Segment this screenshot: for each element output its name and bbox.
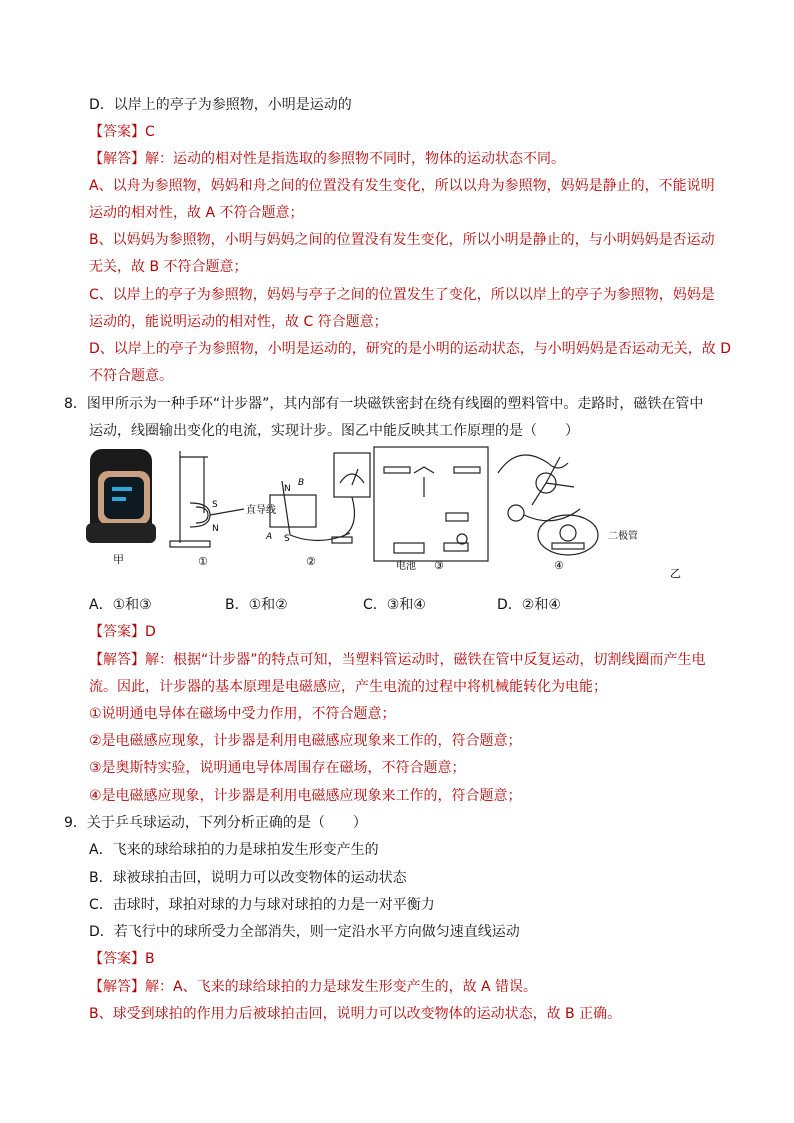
question-8-figure bbox=[84, 443, 694, 591]
label-3: ③ bbox=[434, 559, 444, 572]
option-d: D．以岸上的亭子为参照物，小明是运动的 bbox=[89, 97, 352, 113]
option-d: D．若飞行中的球所受力全部消失，则一定沿水平方向做匀速直线运动 bbox=[89, 924, 520, 940]
answer-label: 【答案】D bbox=[89, 624, 156, 640]
label-n2: N bbox=[284, 484, 291, 494]
label-4: ④ bbox=[554, 559, 564, 572]
analysis-line: 运动的，能说明运动的相对性，故 C 符合题意； bbox=[89, 314, 388, 330]
question-8-stem: 运动，线圈输出变化的电流，实现计步。图乙中能反映其工作原理的是（ ） bbox=[89, 423, 579, 439]
analysis-line: 【解答】解：根据“计步器”的特点可知，当塑料管运动时，磁铁在管中反复运动，切割线圈而产生电 bbox=[89, 652, 706, 668]
battery-label: 电池 bbox=[396, 561, 416, 572]
label-s2: S bbox=[284, 534, 290, 544]
analysis-line: B、以妈妈为参照物，小明与妈妈之间的位置没有发生变化，所以小明是静止的，与小明妈妈是否运动 bbox=[89, 232, 715, 248]
analysis-line: 无关，故 B 不符合题意； bbox=[89, 259, 248, 275]
option-c: C．击球时，球拍对球的力与球对球拍的力是一对平衡力 bbox=[89, 897, 435, 913]
question-9-stem: 9．关于乒乓球运动，下列分析正确的是（ ） bbox=[64, 815, 367, 831]
label-b: B bbox=[298, 478, 305, 488]
analysis-line: B、球受到球拍的作用力后被球拍击回，说明力可以改变物体的运动状态，故 B 正确。 bbox=[89, 1006, 622, 1022]
analysis-line: C、以岸上的亭子为参照物，妈妈与亭子之间的位置发生了变化，所以以岸上的亭子为参照物，妈妈是 bbox=[89, 287, 715, 303]
option-c: C．③和④ bbox=[363, 597, 426, 613]
analysis-line: 【解答】解：A、飞来的球给球拍的力是球发生形变产生的，故 A 错误。 bbox=[89, 979, 538, 995]
analysis-line: A、以舟为参照物，妈妈和舟之间的位置没有发生变化，所以以舟为参照物，妈妈是静止的，不能说明 bbox=[89, 178, 715, 194]
option-a: A．飞来的球给球拍的力是球拍发生形变产生的 bbox=[89, 842, 379, 858]
diode-label: 二极管 bbox=[608, 531, 638, 542]
option-b: B．球被球拍击回，说明力可以改变物体的运动状态 bbox=[89, 870, 407, 886]
label-2: ② bbox=[306, 555, 316, 568]
label-1: ① bbox=[198, 555, 208, 568]
label-yi: 乙 bbox=[670, 567, 681, 580]
label-n1: N bbox=[212, 524, 219, 534]
analysis-line: 【解答】解：运动的相对性是指选取的参照物不同时，物体的运动状态不同。 bbox=[89, 151, 565, 167]
experiment-1 bbox=[170, 451, 244, 547]
answer-label: 【答案】B bbox=[89, 951, 155, 967]
experiment-2 bbox=[270, 453, 370, 543]
wire-label: 直导线 bbox=[246, 505, 276, 516]
question-8-stem: 8．图甲所示为一种手环“计步器”，其内部有一块磁铁密封在绕有线圈的塑料管中。走路时，磁铁在管中 bbox=[64, 396, 704, 412]
option-d: D．②和④ bbox=[497, 597, 561, 613]
experiment-4 bbox=[498, 455, 598, 555]
label-s1: S bbox=[212, 500, 218, 510]
label-a: A bbox=[266, 532, 273, 542]
analysis-line: D、以岸上的亭子为参照物，小明是运动的，研究的是小明的运动状态，与小明妈妈是否运动无关，故 D bbox=[89, 341, 732, 357]
analysis-line: ④是电磁感应现象，计步器是利用电磁感应现象来工作的，符合题意； bbox=[89, 788, 522, 804]
analysis-line: ②是电磁感应现象，计步器是利用电磁感应现象来工作的，符合题意； bbox=[89, 733, 522, 749]
option-a: A．①和③ bbox=[89, 597, 152, 613]
analysis-line: 不符合题意。 bbox=[89, 368, 173, 384]
analysis-line: ①说明通电导体在磁场中受力作用，不符合题意； bbox=[89, 706, 396, 722]
wristband-image bbox=[86, 449, 156, 543]
analysis-line: ③是奥斯特实验，说明通电导体周围存在磁场，不符合题意； bbox=[89, 760, 466, 776]
answer-label: 【答案】C bbox=[89, 124, 155, 140]
experiment-3 bbox=[374, 447, 488, 561]
analysis-line: 流。因此，计步器的基本原理是电磁感应，产生电流的过程中将机械能转化为电能； bbox=[89, 679, 607, 695]
option-b: B．①和② bbox=[225, 597, 288, 613]
analysis-line: 运动的相对性，故 A 不符合题意； bbox=[89, 205, 304, 221]
label-jia: 甲 bbox=[113, 553, 124, 566]
